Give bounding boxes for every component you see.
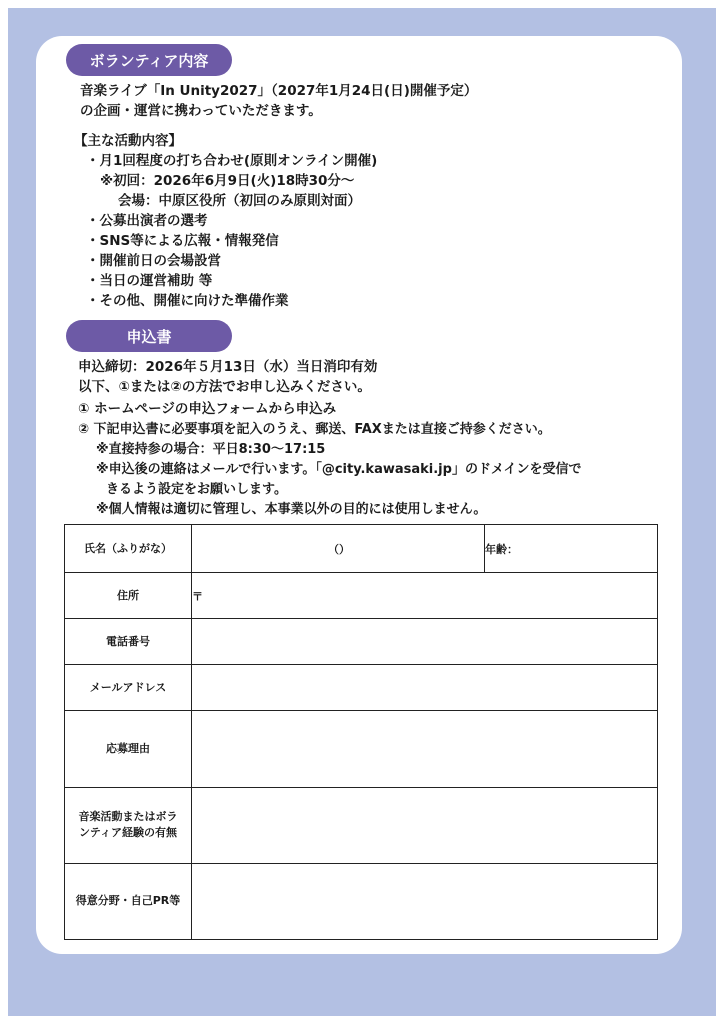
reason-field[interactable] bbox=[192, 711, 658, 787]
age-field[interactable] bbox=[485, 525, 658, 573]
activity-item-selection: ・公募出演者の選考 bbox=[86, 213, 208, 229]
paren-open: （ bbox=[328, 542, 339, 556]
application-note-privacy: ※個人情報は適切に管理し、本事業以外の目的には使用しません。 bbox=[96, 502, 487, 517]
pr-label: 得意分野・自己PR等 bbox=[65, 863, 192, 939]
zip-mark: 〒 bbox=[192, 589, 203, 603]
activity-note-venue: 会場：中原区役所（初回のみ原則対面） bbox=[118, 193, 361, 209]
email-field[interactable] bbox=[192, 665, 658, 711]
intro-line-1: 音楽ライブ「In Unity2027」（2027年1月24日(日)開催予定） bbox=[80, 83, 478, 99]
application-note-email-1: ※申込後の連絡はメールで行います。「@city.kawasaki.jp」のドメインを受信で bbox=[96, 462, 582, 477]
volunteer-section-title: ボランティア内容 bbox=[66, 44, 232, 76]
experience-label bbox=[65, 787, 192, 863]
experience-label-line-2: ンティア経験の有無 bbox=[78, 826, 178, 840]
pr-field[interactable] bbox=[192, 863, 658, 939]
name-label: 氏名（ふりがな） bbox=[65, 525, 192, 573]
application-deadline: 申込締切：2026年５月13日（水）当日消印有効 bbox=[78, 359, 378, 375]
application-note-direct: ※直接持参の場合：平日8:30～17:15 bbox=[96, 442, 326, 457]
experience-label-line-1: 音楽活動またはボラ bbox=[78, 810, 178, 824]
application-form-table bbox=[64, 524, 658, 940]
name-field[interactable] bbox=[192, 525, 485, 573]
address-field[interactable] bbox=[192, 573, 658, 619]
activity-item-other: ・その他、開催に向けた準備作業 bbox=[86, 293, 289, 309]
activity-note-first-meeting: ※初回：2026年6月9日(火)18時30分～ bbox=[100, 173, 355, 189]
address-label: 住所 bbox=[65, 573, 192, 619]
reason-label: 応募理由 bbox=[65, 711, 192, 787]
phone-label: 電話番号 bbox=[65, 619, 192, 665]
application-method-2: ② 下記申込書に必要事項を記入のうえ、郵送、FAXまたは直接ご持参ください。 bbox=[78, 422, 551, 437]
application-method-intro: 以下、①または②の方法でお申し込みください。 bbox=[78, 379, 371, 395]
activity-item-sns: ・SNS等による広報・情報発信 bbox=[86, 233, 279, 249]
phone-field[interactable] bbox=[192, 619, 658, 665]
application-note-email-2: きるよう設定をお願いします。 bbox=[106, 482, 287, 497]
activity-item-operations: ・当日の運営補助 等 bbox=[86, 273, 213, 289]
intro-line-2: の企画・運営に携わっていただきます。 bbox=[80, 103, 322, 119]
application-method-1: ① ホームページの申込フォームから申込み bbox=[78, 401, 337, 417]
activity-item-setup: ・開催前日の会場設営 bbox=[86, 253, 221, 269]
email-label: メールアドレス bbox=[65, 665, 192, 711]
age-label: 年齢： bbox=[485, 542, 518, 556]
paren-close: ） bbox=[339, 542, 350, 556]
activity-item-meetings: ・月1回程度の打ち合わせ(原則オンライン開催) bbox=[86, 153, 378, 169]
activities-heading: 【主な活動内容】 bbox=[74, 133, 182, 149]
experience-field[interactable] bbox=[192, 787, 658, 863]
application-section-title: 申込書 bbox=[66, 320, 232, 352]
